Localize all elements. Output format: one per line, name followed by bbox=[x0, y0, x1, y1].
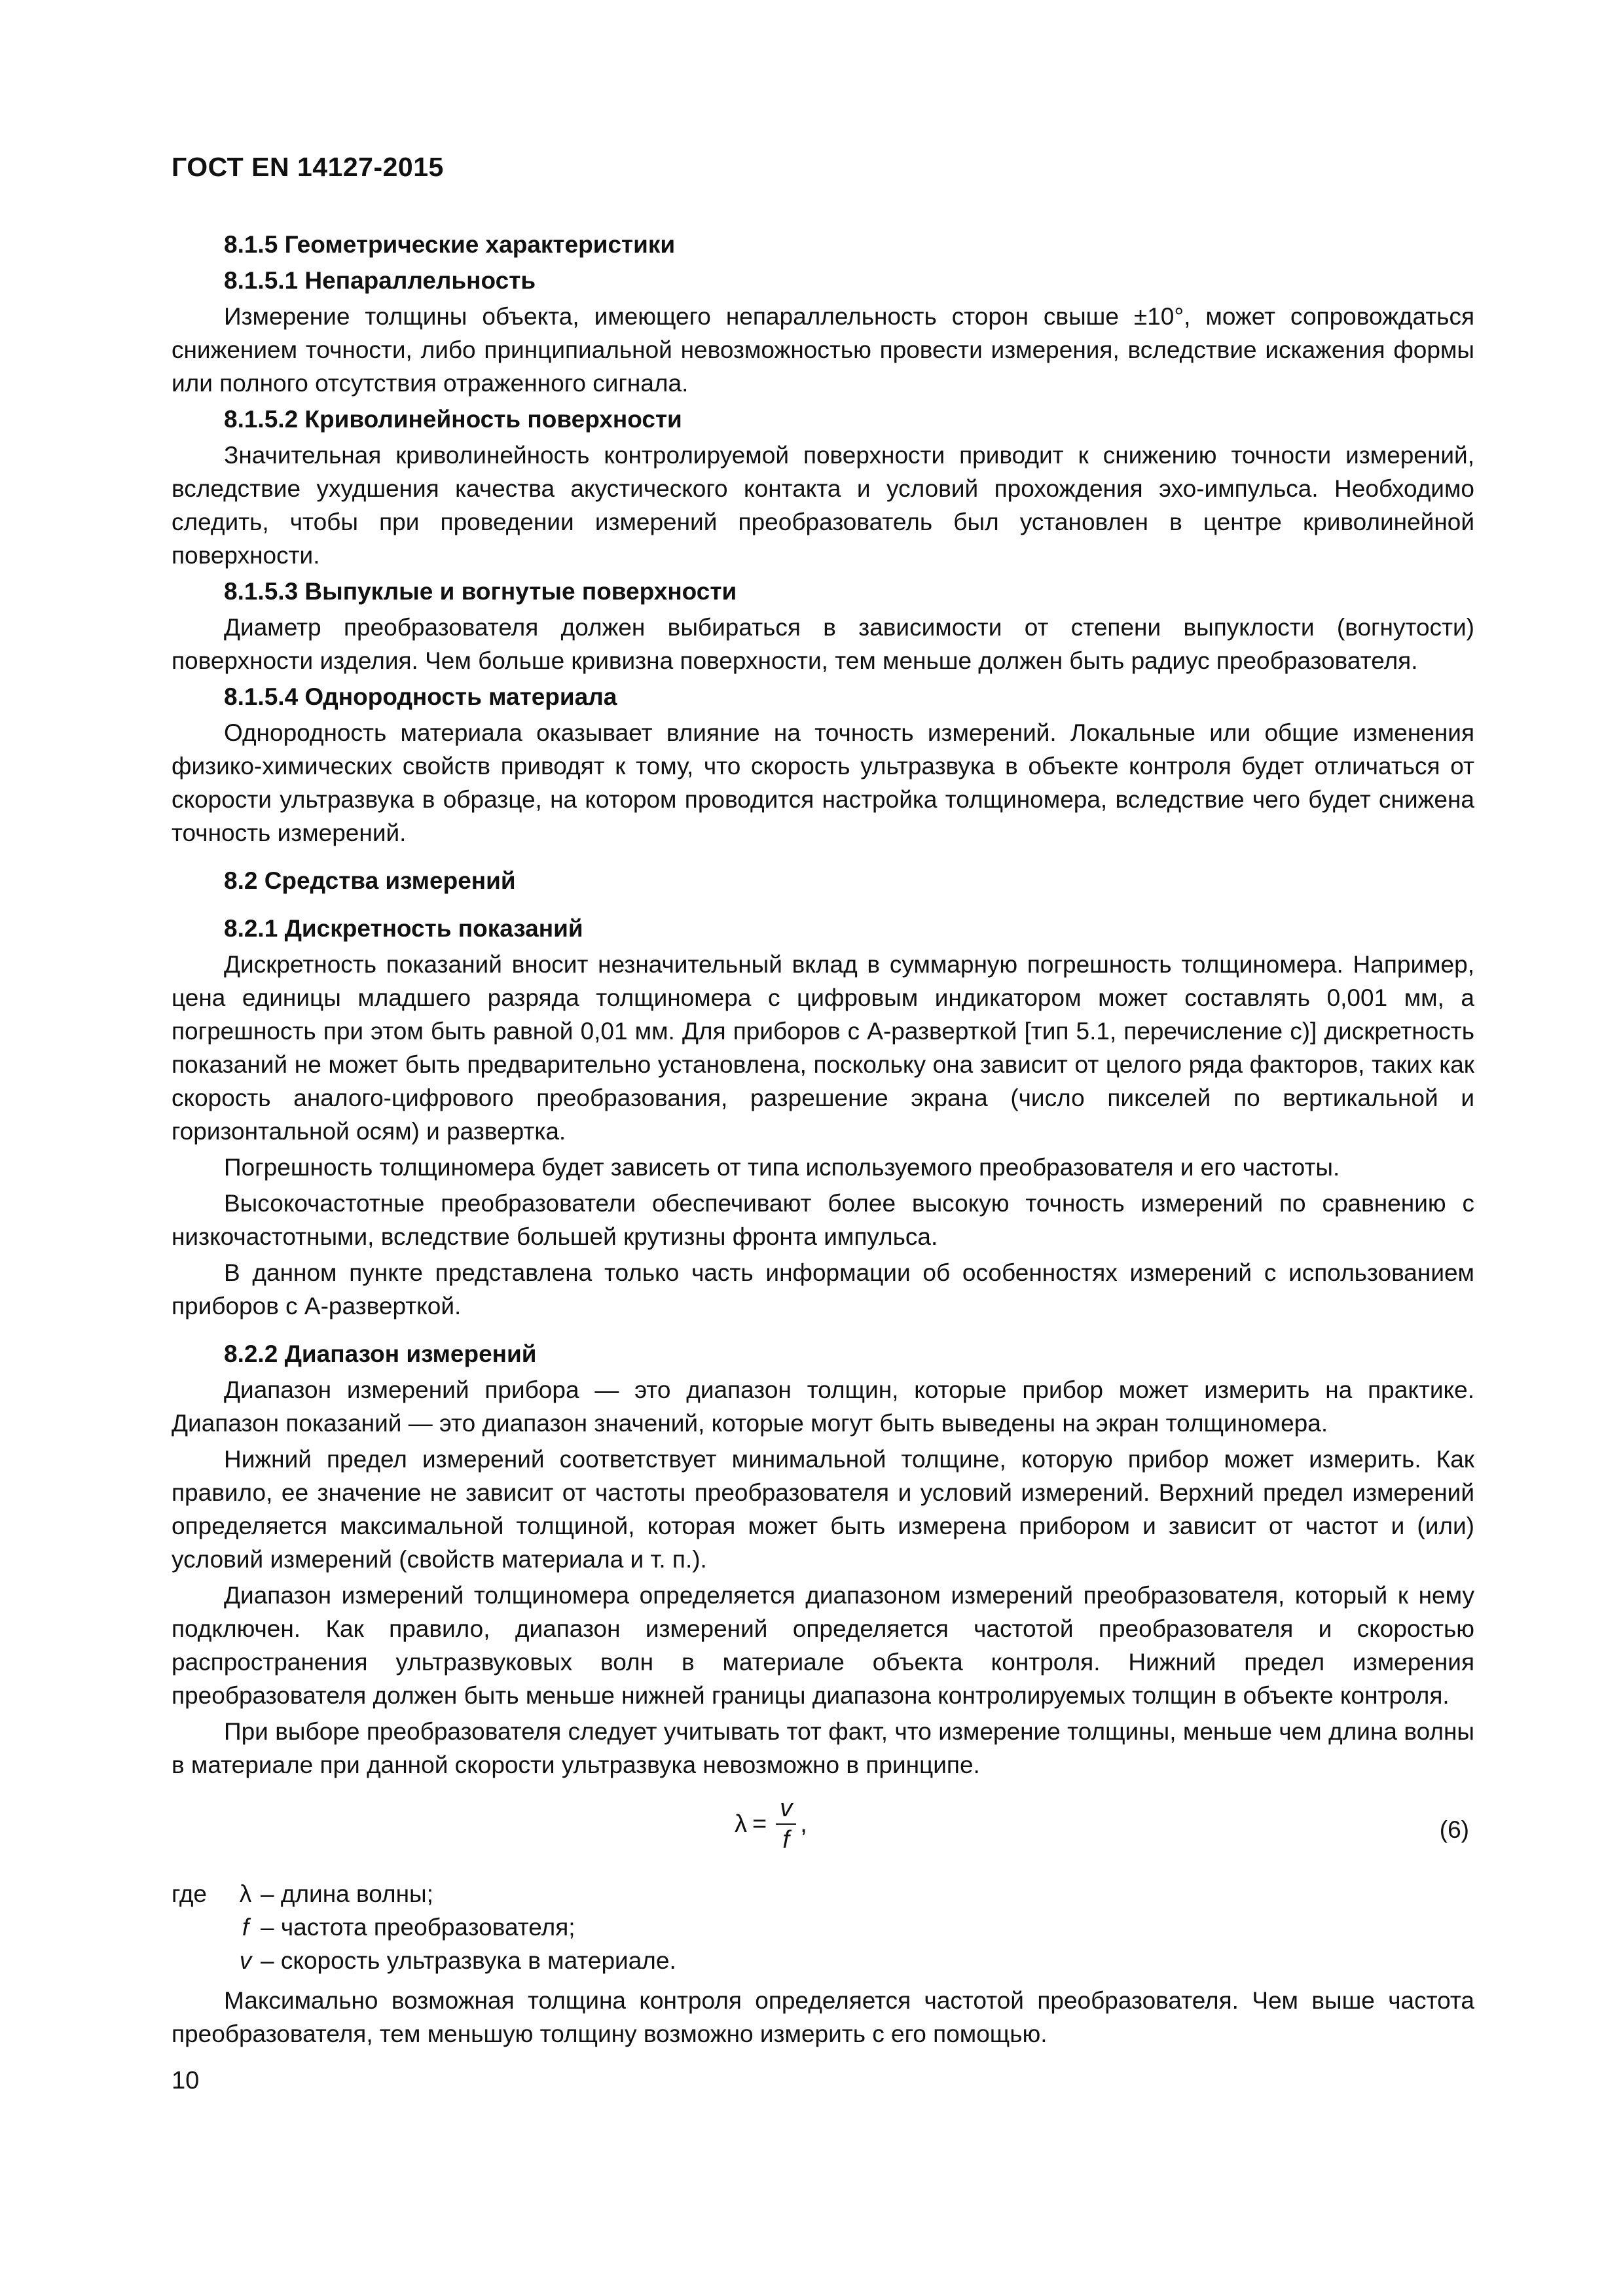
legend-lead: где bbox=[172, 1880, 208, 1907]
document-body bbox=[172, 228, 1474, 2053]
legend-row bbox=[172, 1877, 1474, 1910]
paragraph: Дискретность показаний вносит незначительный вклад в суммарную погрешность толщиномера. Например, цена единицы младшего разряда толщиномера с цифровым индикатором может составлять 0,001 мм, а погрешность при этом быть равной 0,01 мм. Для приборов с А-разверткой [тип 5.1, перечисление с)] дискретность показаний не может быть предварительно установлена, поскольку она зависит от целого ряда факторов, таких как скорость аналого-цифрового преобразования, разрешение экрана (число пикселей по вертикальной и горизонтальной осям) и развертка. bbox=[172, 951, 1474, 1145]
paragraph: Диапазон измерений прибора — это диапазон толщин, которые прибор может измерить на практике. Диапазон показаний — это диапазон значений, которые могут быть выведены на экран толщиномера. bbox=[172, 1376, 1474, 1437]
page-number: 10 bbox=[172, 2067, 200, 2094]
paragraph: Значительная криволинейность контролируемой поверхности приводит к снижению точности измерений, вследствие ухудшения качества акустического контакта и условий прохождения эхо-импульса. Необходимо следить, чтобы при проведении измерений преобразователь был установлен в центре криволинейной поверхности. bbox=[172, 442, 1474, 569]
legend-symbol: v bbox=[239, 1947, 252, 1974]
section-heading: 8.1.5.2 Криволинейность поверхности bbox=[224, 406, 682, 433]
paragraph: Диаметр преобразователя должен выбираться в зависимости от степени выпуклости (вогнутости) поверхности изделия. Чем больше кривизна поверхности, тем меньше должен быть радиус преобразователя. bbox=[172, 614, 1474, 674]
paragraph: Диапазон измерений толщиномера определяется диапазоном измерений преобразователя, который к нему подключен. Как правило, диапазон измерений определяется частотой преобразователя и скоростью распространения ультразвуковых волн в материале объекта контроля. Нижний предел измерения преобразователя должен быть меньше нижней границы диапазона контролируемых толщин в объекте контроля. bbox=[172, 1582, 1474, 1709]
document-header: ГОСТ EN 14127-2015 bbox=[172, 152, 444, 182]
legend-text: – частота преобразователя; bbox=[261, 1914, 575, 1941]
paragraph: При выборе преобразователя следует учитывать тот факт, что измерение толщины, меньше чем длина волны в материале при данной скорости ультразвука невозможно в принципе. bbox=[172, 1718, 1474, 1778]
section-heading: 8.2.2 Диапазон измерений bbox=[224, 1340, 537, 1367]
formula-numerator: v bbox=[776, 1793, 796, 1825]
wavelength-formula bbox=[735, 1793, 807, 1855]
paragraph: В данном пункте представлена только часть информации об особенностях измерений с использованием приборов с А-разверткой. bbox=[172, 1259, 1474, 1319]
formula-fraction bbox=[776, 1793, 796, 1855]
paragraph: Максимально возможная толщина контроля определяется частотой преобразователя. Чем выше частота преобразователя, тем меньшую толщину возможно измерить с его помощью. bbox=[172, 1987, 1474, 2047]
section-heading: 8.2.1 Дискретность показаний bbox=[224, 915, 583, 942]
section-heading: 8.1.5.1 Непараллельность bbox=[224, 267, 536, 294]
section-heading: 8.1.5.3 Выпуклые и вогнутые поверхности bbox=[224, 578, 737, 605]
paragraph: Высокочастотные преобразователи обеспечивают более высокую точность измерений по сравнению с низкочастотными, вследствие большей крутизны фронта импульса. bbox=[172, 1190, 1474, 1250]
formula-lhs: λ bbox=[735, 1810, 747, 1838]
formula-equals: = bbox=[752, 1810, 767, 1838]
legend-symbol: f bbox=[242, 1914, 249, 1941]
legend-row bbox=[172, 1910, 1474, 1944]
legend-row bbox=[172, 1944, 1474, 1977]
paragraph: Измерение толщины объекта, имеющего непараллельность сторон свыше ±10°, может сопровождаться снижением точности, либо принципиальной невозможностью провести измерения, вследствие искажения формы или полного отсутствия отраженного сигнала. bbox=[172, 303, 1474, 397]
legend-text: – длина волны; bbox=[261, 1880, 433, 1907]
paragraph: Однородность материала оказывает влияние на точность измерений. Локальные или общие изменения физико-химических свойств приводят к тому, что скорость ультразвука в объекте контроля будет отличаться от скорости ультразвука в образце, на котором проводится настройка толщиномера, вследствие чего будет снижена точность измерений. bbox=[172, 719, 1474, 846]
section-heading: 8.1.5.4 Однородность материала bbox=[224, 683, 617, 710]
formula-trail: , bbox=[800, 1810, 807, 1838]
legend-text: – скорость ультразвука в материале. bbox=[261, 1947, 676, 1974]
formula-denominator: f bbox=[782, 1826, 790, 1854]
paragraph: Погрешность толщиномера будет зависеть от типа используемого преобразователя и его частоты. bbox=[224, 1154, 1340, 1181]
equation-number: (6) bbox=[1439, 1816, 1469, 1843]
variable-legend bbox=[172, 1877, 1474, 1977]
section-heading: 8.2 Средства измерений bbox=[224, 867, 516, 894]
legend-symbol: λ bbox=[239, 1880, 252, 1907]
section-heading: 8.1.5 Геометрические характеристики bbox=[224, 231, 676, 258]
formula-block bbox=[172, 1789, 1474, 1868]
paragraph: Нижний предел измерений соответствует минимальной толщине, которую прибор может измерить. Как правило, ее значение не зависит от частоты преобразователя и условий измерений. Верхний предел измерений определяется максимальной толщиной, которая может быть измерена прибором и зависит от частот и (или) условий измерений (свойств материала и т. п.). bbox=[172, 1446, 1474, 1573]
